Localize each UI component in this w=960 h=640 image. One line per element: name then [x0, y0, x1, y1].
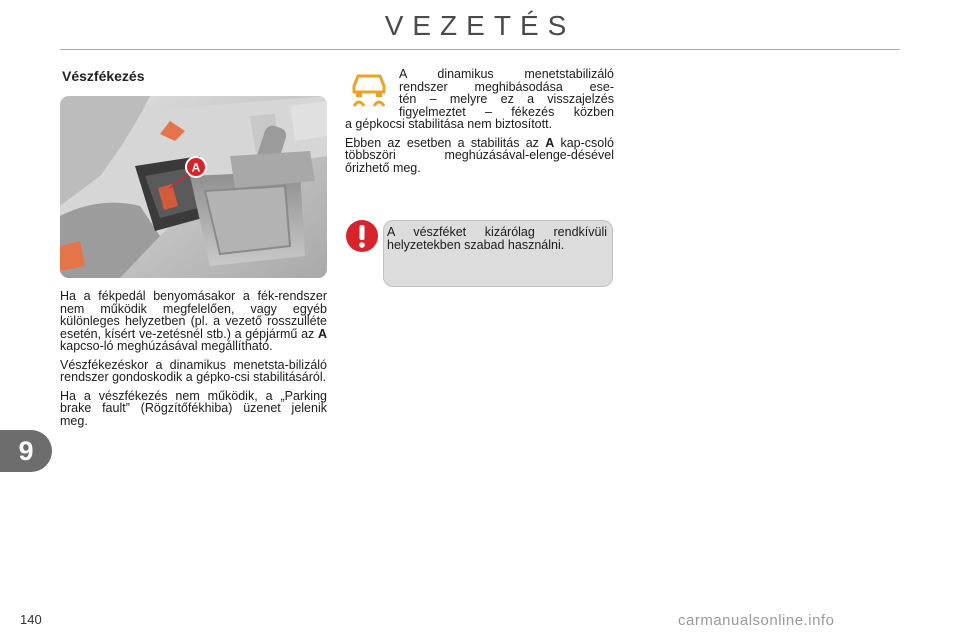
note-text: A vészféket kizárólag rendkívüli helyzetekben szabad használni.	[387, 225, 607, 252]
exclamation-icon	[345, 219, 379, 253]
paragraph-3: Ha a vészfékezés nem működik, a „Parking brake fault” (Rögzítőfékhiba) üzenet jelenik meg.	[60, 388, 327, 428]
paragraph-1: Ha a fékpedál benyomásakor a fék-rendszer nem működik megfelelően, vagy egyéb különleges helyzetben (pl. a vezető rosszulléte esetén, kísért ve-zetésnél stb.) a gépjármű az A kapcso-ló meghúzásával megállítható.	[60, 289, 327, 353]
console-photo	[60, 96, 327, 278]
header-divider	[60, 49, 900, 50]
switch-reference: A	[317, 326, 327, 341]
paragraph-5: Ebben az esetben a stabilitás az A kap-csoló többszöri meghúzásával-elenge-désével őrizhető meg.	[345, 135, 614, 175]
left-column-text	[60, 290, 327, 433]
switch-reference-2: A	[545, 135, 555, 150]
paragraph-2: Vészfékezéskor a dinamikus menetsta-bilizáló rendszer gondoskodik a gépko-csi stabilitásáról.	[60, 357, 327, 384]
page-number: 140	[20, 612, 42, 627]
section-title: Vészfékezés	[62, 68, 145, 84]
paragraph-4: A dinamikus menetstabilizáló rendszer meghibásodása ese- tén – melyre ez a visszajelzés figyelmeztet – fékezés közben a gépkocsi stabilitása nem biztosított.	[345, 67, 614, 131]
watermark: carmanualsonline.info	[678, 612, 835, 629]
callout-marker-label: A	[191, 160, 201, 175]
chapter-tab: 9	[0, 430, 52, 472]
page-title: VEZETÉS	[384, 10, 576, 41]
parking-brake-illustration	[60, 96, 327, 278]
right-column-text	[345, 68, 614, 180]
